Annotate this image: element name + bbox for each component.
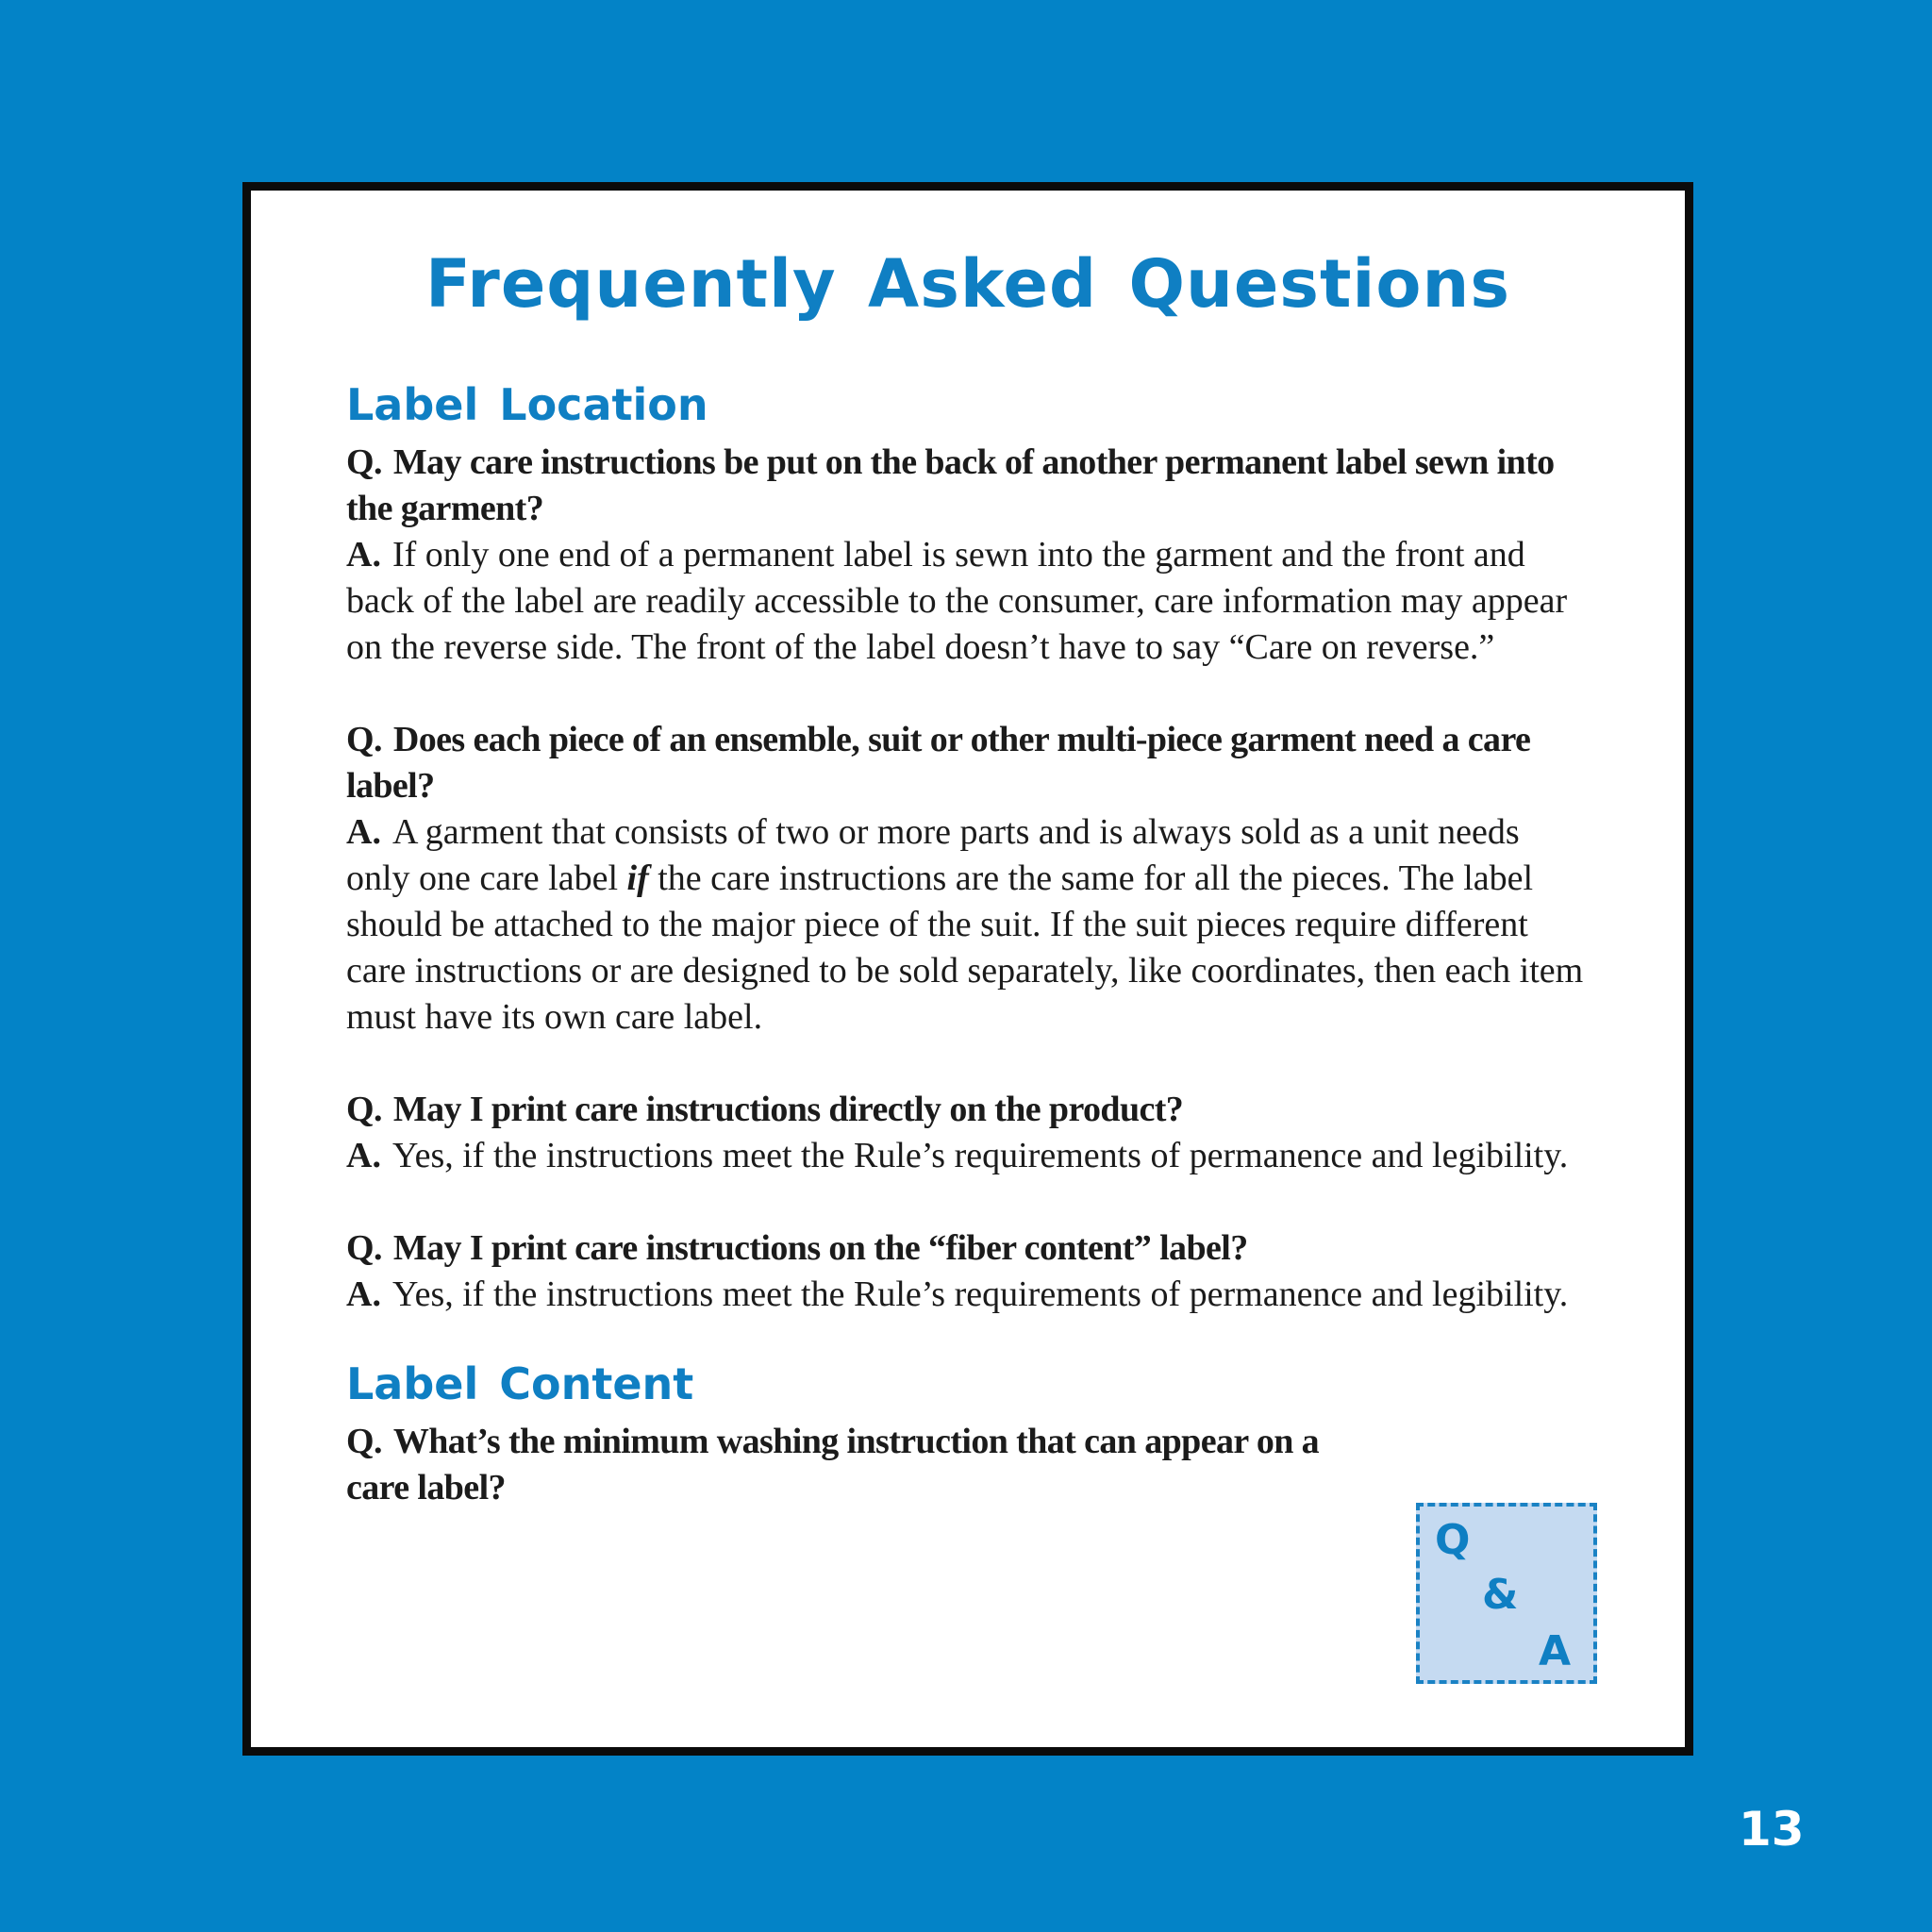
answer-prefix: A. xyxy=(346,812,381,852)
answer-text-start: A garment that consists of two or more parts and is always sold as a unit needs only one care label xyxy=(346,812,1520,898)
question-text: May care instructions be put on the back of another permanent label sewn into the garment? xyxy=(346,442,1555,528)
question xyxy=(346,717,1591,809)
question-text: May I print care instructions directly on the product? xyxy=(392,1090,1184,1129)
question-text: May I print care instructions on the “fiber content” label? xyxy=(392,1228,1248,1268)
qa-item xyxy=(346,717,1591,1041)
qa-item xyxy=(346,1225,1591,1318)
faq-panel xyxy=(242,182,1693,1756)
question-prefix: Q. xyxy=(346,442,382,482)
qa-badge-a: A xyxy=(1539,1627,1572,1675)
question xyxy=(346,1225,1591,1272)
qa-badge-ampersand: & xyxy=(1482,1571,1519,1619)
page-title: Frequently Asked Questions xyxy=(425,245,1511,323)
qa-item xyxy=(346,1087,1591,1179)
question xyxy=(346,1087,1591,1133)
qa-badge xyxy=(1416,1503,1597,1684)
section-label-content xyxy=(346,1358,1591,1511)
answer-text: If only one end of a permanent label is sewn into the garment and the front and back of the label are readily accessible to the consumer, care information may appear on the reverse side. The front of the label doesn’t have to say “Care on reverse.” xyxy=(346,535,1568,667)
question-text: What’s the minimum washing instruction that can appear on a care label? xyxy=(346,1422,1320,1507)
question-text: Does each piece of an ensemble, suit or other multi-piece garment need a care label? xyxy=(346,720,1531,806)
question-prefix: Q. xyxy=(346,1090,382,1129)
answer-prefix: A. xyxy=(346,1274,381,1314)
section-heading: Label Location xyxy=(346,379,708,430)
faq-content xyxy=(346,379,1591,1557)
qa-item xyxy=(346,1419,1591,1511)
qa-badge-q: Q xyxy=(1435,1516,1471,1564)
answer-text: Yes, if the instructions meet the Rule’s requirements of permanence and legibility. xyxy=(391,1274,1569,1314)
section-label-location xyxy=(346,379,1591,1318)
answer-emphasis: if xyxy=(626,858,649,898)
answer xyxy=(346,532,1591,671)
answer-prefix: A. xyxy=(346,535,381,575)
question xyxy=(346,440,1591,532)
answer xyxy=(346,1133,1591,1179)
answer xyxy=(346,809,1591,1041)
question-prefix: Q. xyxy=(346,1422,382,1461)
answer xyxy=(346,1272,1591,1318)
answer-text: Yes, if the instructions meet the Rule’s requirements of permanence and legibility. xyxy=(391,1136,1569,1175)
question-prefix: Q. xyxy=(346,720,382,759)
question-prefix: Q. xyxy=(346,1228,382,1268)
qa-item xyxy=(346,440,1591,671)
section-heading: Label Content xyxy=(346,1358,694,1409)
answer-prefix: A. xyxy=(346,1136,381,1175)
page-number: 13 xyxy=(1739,1802,1805,1857)
question xyxy=(346,1419,1374,1511)
answer-text-end: the care instructions are the same for all the pieces. The label should be attached to the major piece of the suit. If the suit pieces require different care instructions or are designed to be sold separately, like coordinates, then each item must have its own care label. xyxy=(346,858,1584,1037)
